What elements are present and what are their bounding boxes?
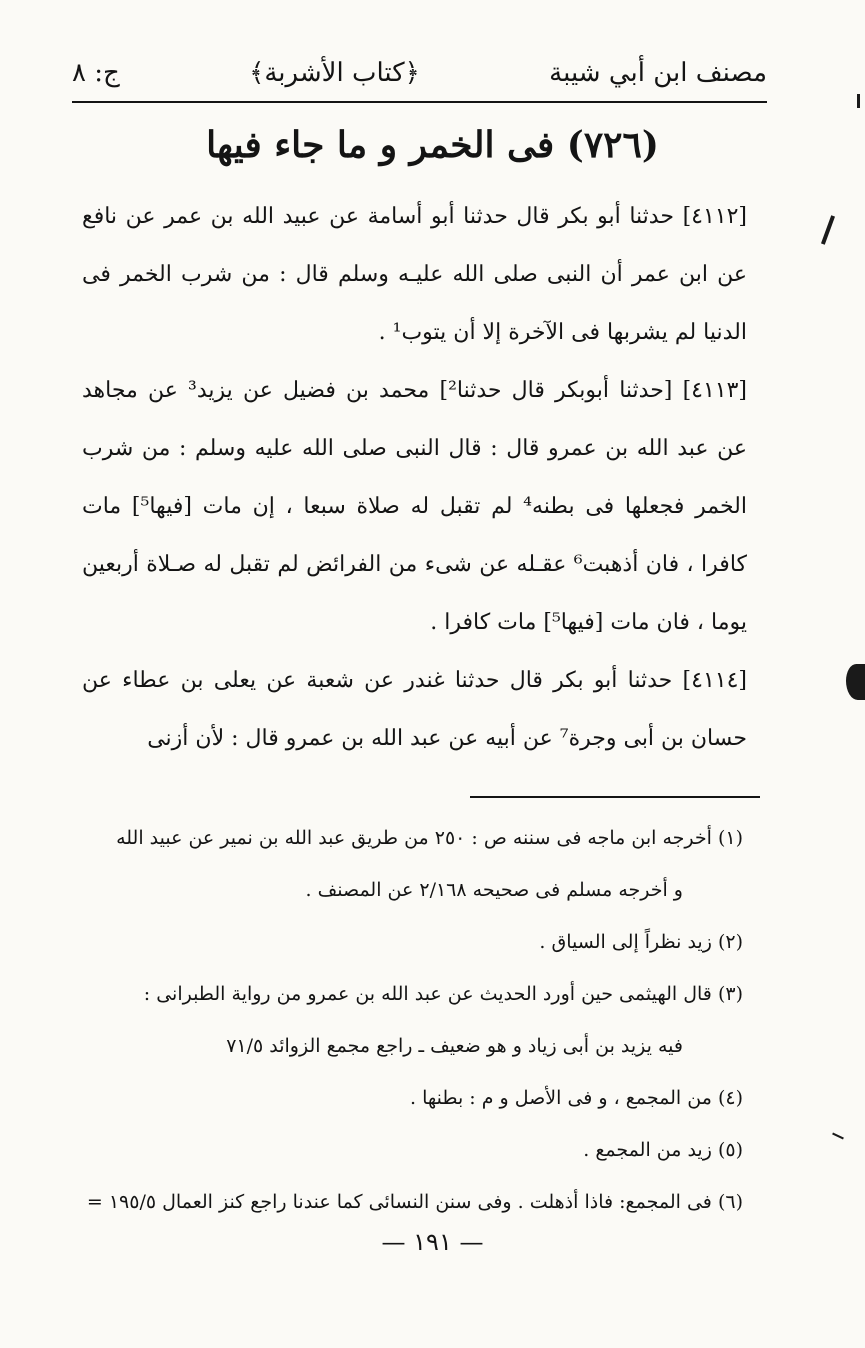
hadith-text: [حدثنا أبوبكر قال حدثنا²] محمد بن فضيل عن يزيد³ عن مجاهد عن عبد الله بن عمرو قال : قال النبى صلى الله عليه وسلم : من شرب الخمر فجعلها فى بطنه⁴ لم تقبل له صلاة سبعا ، إن مات [فيها⁵] مات كافرا ، فان أذهبت⁶ عقـله عن شىء من الفرائض لم تقبل له صـلاة أربعين يوما ، فان مات [فيها⁵] مات كافرا . bbox=[82, 378, 747, 635]
hadith-number: [٤١١٤] bbox=[682, 668, 747, 693]
scan-mark bbox=[857, 94, 860, 108]
section-title: ﴿كتاب الأشربة﴾ bbox=[249, 58, 420, 88]
footnote-text: أخرجه ابن ماجه فى سننه ص : ٢٥٠ من طريق عبد الله بن نمير عن عبيد الله bbox=[116, 827, 712, 849]
footnote-number: (٦) bbox=[717, 1191, 743, 1213]
scan-mark bbox=[832, 1133, 844, 1140]
footnote-text: زيد نظراً إلى السياق . bbox=[539, 931, 712, 953]
hadith-paragraph bbox=[82, 652, 747, 768]
hadith-text: حدثنا أبو بكر قال حدثنا أبو أسامة عن عبيد الله بن عمر عن نافع عن ابن عمر أن النبى صلى الله عليـه وسلم قال : من شرب الخمر فى الدنيا لم يشربها فى الآخرة إلا أن يتوب¹ . bbox=[82, 204, 747, 345]
footnote bbox=[78, 1124, 743, 1176]
footnote-rule bbox=[470, 796, 760, 798]
main-text bbox=[82, 188, 747, 768]
footnote-number: (٤) bbox=[717, 1087, 743, 1109]
footnote-text: فى المجمع: فاذا أذهلت . وفى سنن النسائى كما عندنا راجع كنز العمال ١٩٥/٥ = bbox=[86, 1191, 712, 1213]
volume-label: ج: ٨ bbox=[72, 58, 120, 88]
scan-mark bbox=[821, 215, 835, 245]
footnote bbox=[78, 812, 743, 864]
footnotes bbox=[78, 812, 743, 1228]
chapter-heading: (٧٢٦) فى الخمر و ما جاء فيها bbox=[206, 124, 659, 166]
hadith-text: حدثنا أبو بكر قال حدثنا غندر عن شعبة عن يعلى بن عطاء عن حسان بن أبى وجرة⁷ عن أبيه عن عبد الله بن عمرو قال : لأن أزنى bbox=[82, 668, 747, 751]
header-rule bbox=[72, 101, 767, 103]
book-title: مصنف ابن أبي شيبة bbox=[549, 58, 767, 88]
page-number: — ١٩١ — bbox=[381, 1228, 484, 1256]
footnote-number: (١) bbox=[717, 827, 743, 849]
hadith-number: [٤١١٣] bbox=[682, 378, 748, 403]
footnote bbox=[78, 1072, 743, 1124]
hadith-paragraph bbox=[82, 362, 747, 652]
footnote-continuation: و أخرجه مسلم فى صحيحه ٢/١٦٨ عن المصنف . bbox=[305, 879, 683, 901]
ink-blot bbox=[846, 664, 865, 700]
footnote-number: (٥) bbox=[717, 1139, 743, 1161]
running-header bbox=[72, 50, 767, 96]
footnote bbox=[78, 916, 743, 968]
footnote-text: زيد من المجمع . bbox=[583, 1139, 712, 1161]
footnote-continuation: فيه يزيد بن أبى زياد و هو ضعيف ـ راجع مجمع الزوائد ٧١/٥ bbox=[226, 1035, 683, 1057]
footnote-text: من المجمع ، و فى الأصل و م : بطنها . bbox=[410, 1087, 712, 1109]
footnote bbox=[78, 1176, 743, 1228]
footnote-number: (٢) bbox=[717, 931, 743, 953]
hadith-paragraph bbox=[82, 188, 747, 362]
hadith-number: [٤١١٢] bbox=[682, 204, 748, 229]
footnote bbox=[78, 968, 743, 1020]
footnote-text: قال الهيثمى حين أورد الحديث عن عبد الله بن عمرو من رواية الطبرانى : bbox=[143, 983, 712, 1005]
footnote-number: (٣) bbox=[717, 983, 743, 1005]
